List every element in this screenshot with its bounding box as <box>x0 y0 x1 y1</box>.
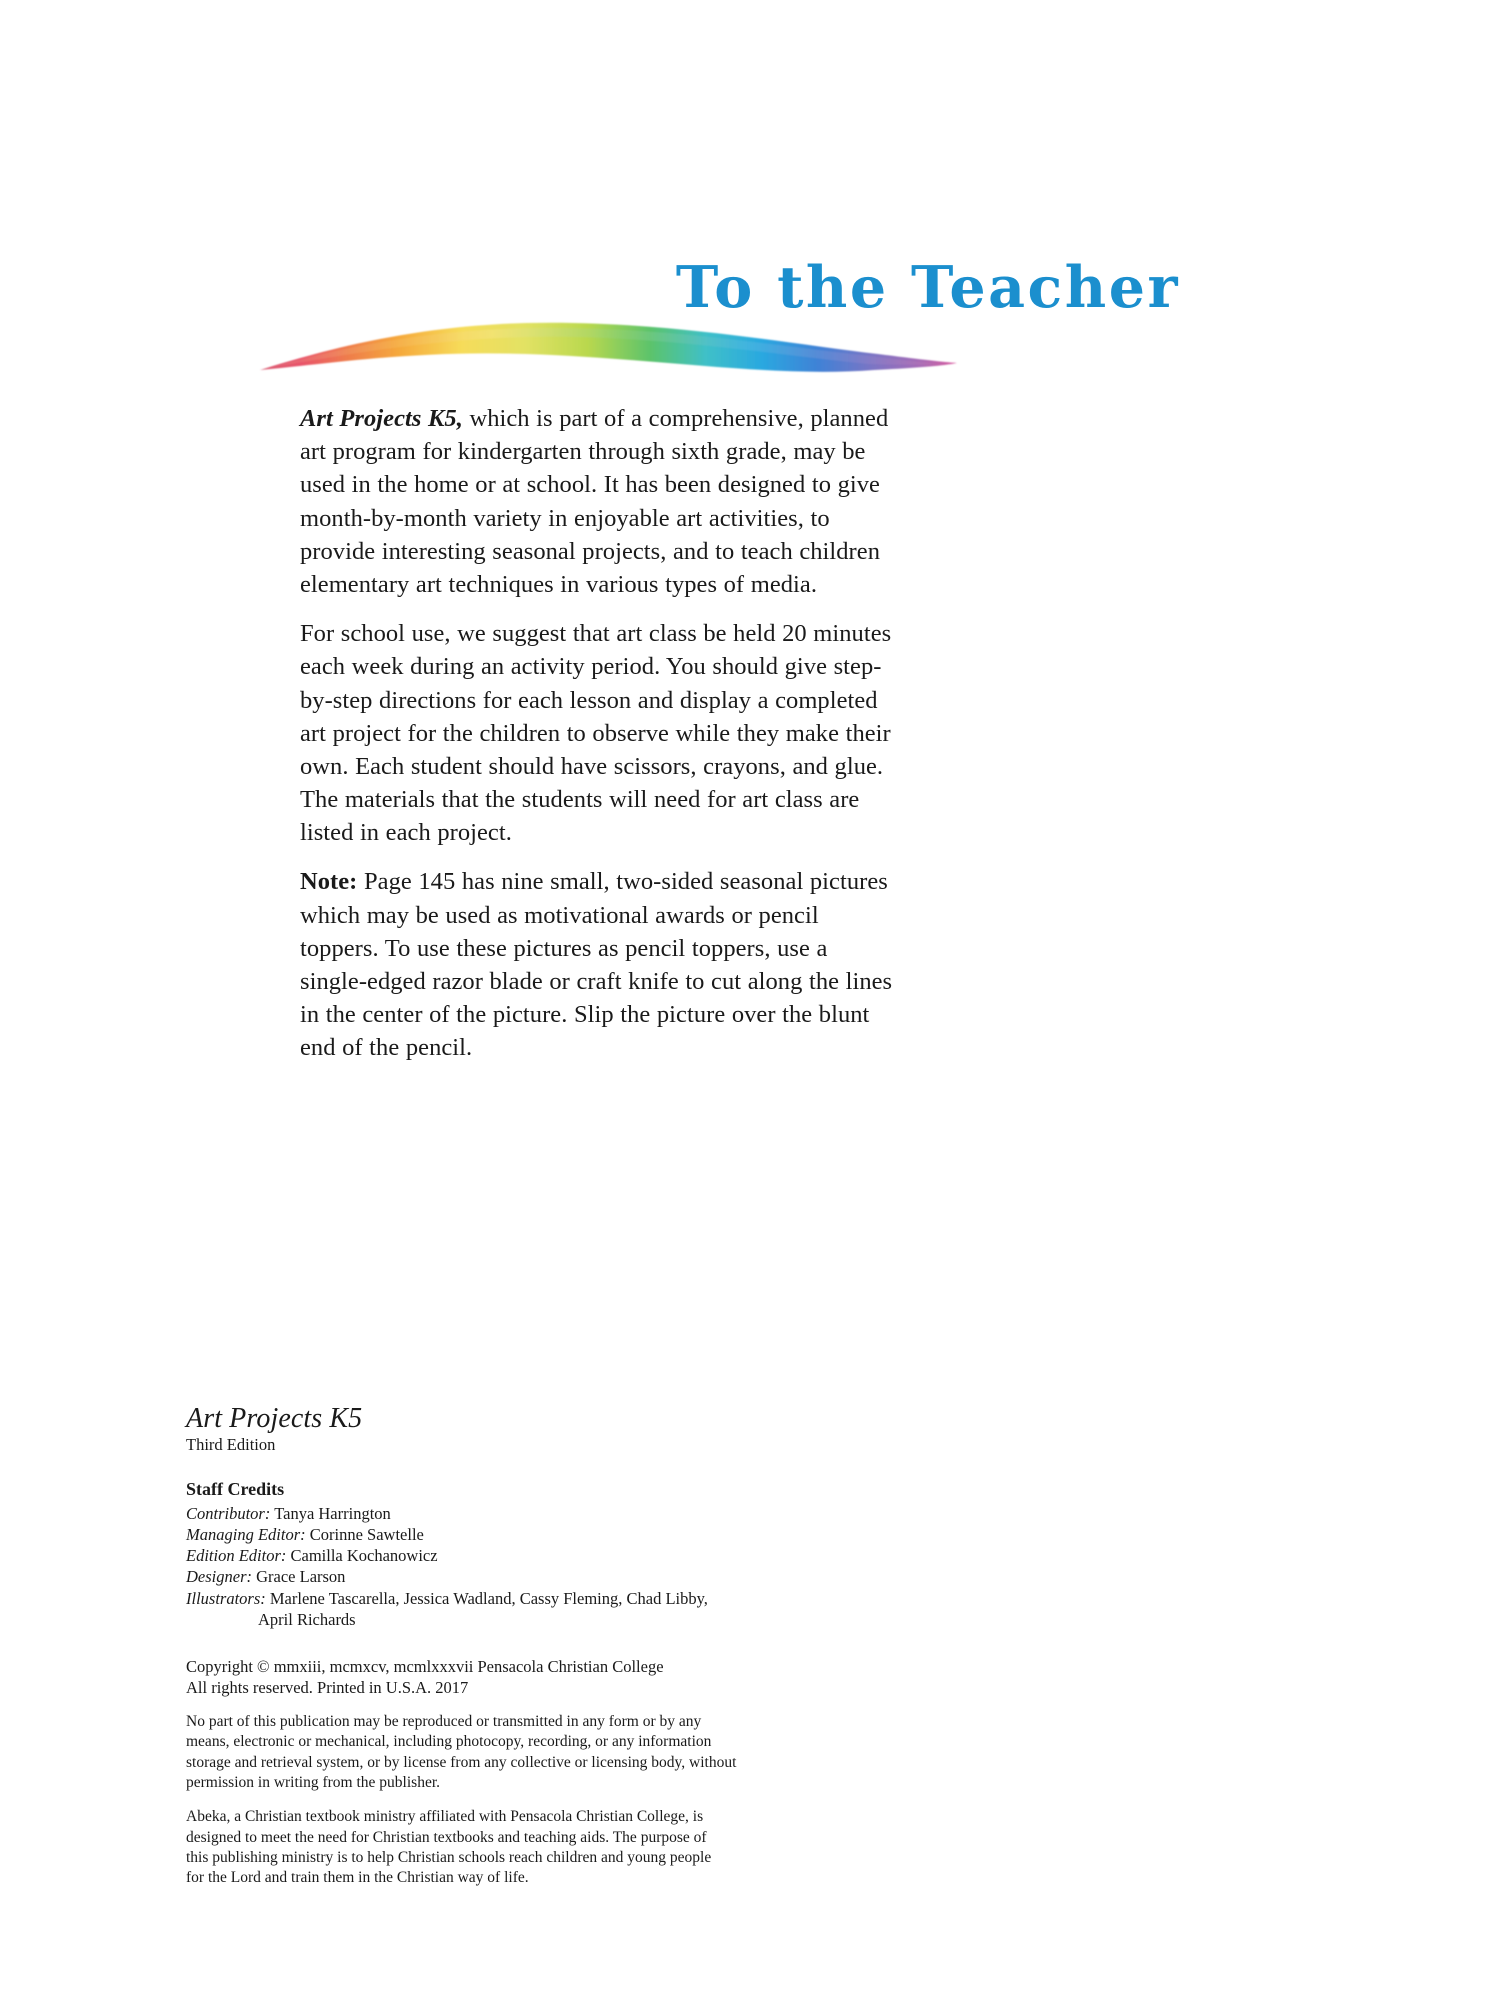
copyright-line: Copyright © mmxiii, mcmxcv, mcmlxxxvii Pensacola Christian College <box>186 1656 664 1676</box>
credit-names: Camilla Kochanowicz <box>290 1546 438 1566</box>
credit-role: Illustrators: <box>186 1588 266 1608</box>
credit-row <box>186 1503 826 1524</box>
credit-row <box>186 1588 826 1609</box>
rights-reserved-line: All rights reserved. Printed in U.S.A. 2017 <box>186 1678 469 1698</box>
credit-row <box>186 1524 826 1545</box>
paragraph-note <box>300 865 900 1064</box>
credit-role: Managing Editor: <box>186 1524 306 1544</box>
credit-row <box>186 1545 826 1566</box>
colophon-book-title: Art Projects K5 <box>186 1403 363 1434</box>
rainbow-swoosh-ornament <box>258 318 958 398</box>
paragraph-school-use-text: For school use, we suggest that art class be held 20 minutes each week during an activity period. You should give step-by-step directions for each lesson and display a completed art project for the children to observe while they make their own. Each student should have scissors, crayons, and glue. The materials that the students will need for art class are listed in each project. <box>300 620 892 847</box>
credit-names: Marlene Tascarella, Jessica Wadland, Cassy Fleming, Chad Libby, <box>269 1588 708 1608</box>
colophon <box>186 1404 826 1889</box>
body-copy <box>300 402 900 1065</box>
paragraph-intro <box>300 402 900 601</box>
credit-row <box>186 1566 826 1587</box>
reproduction-notice <box>186 1712 826 1793</box>
reproduction-notice-line: permission in writing from the publisher. <box>186 1774 441 1792</box>
paragraph-note-text: Page 145 has nine small, two-sided seasonal pictures which may be used as motivational awards or pencil toppers. To use these pictures as pencil toppers, use a single-edged razor blade or craft knife to cut along the lines in the center of the picture. Slip the picture over the blunt end of the pencil. <box>300 868 893 1062</box>
staff-credits-heading: Staff Credits <box>186 1479 285 1500</box>
paragraph-school-use <box>300 617 900 849</box>
copyright-block <box>186 1656 826 1889</box>
credit-names: Corinne Sawtelle <box>309 1524 424 1544</box>
page-header <box>0 254 1500 398</box>
credit-role: Designer: <box>186 1567 252 1587</box>
paragraph-note-lead: Note: <box>300 868 358 896</box>
ministry-notice-line: this publishing ministry is to help Christian schools reach children and young people <box>186 1848 712 1866</box>
colophon-edition: Third Edition <box>186 1435 276 1455</box>
ministry-notice-line: designed to meet the need for Christian textbooks and teaching aids. The purpose of <box>186 1828 707 1846</box>
page-title: To the Teacher <box>675 254 1180 321</box>
reproduction-notice-line: means, electronic or mechanical, including photocopy, recording, or any information <box>186 1733 712 1751</box>
credit-role: Edition Editor: <box>186 1546 287 1566</box>
credit-names: Grace Larson <box>256 1567 346 1587</box>
paragraph-intro-text: which is part of a comprehensive, planned art program for kindergarten through sixth grade, may be used in the home or at school. It has been designed to give month-by-month variety in enjoyable art activities, to provide interesting seasonal projects, and to teach children elementary art techniques in various types of media. <box>300 405 889 598</box>
ministry-notice-line: Abeka, a Christian textbook ministry affiliated with Pensacola Christian College, is <box>186 1808 704 1826</box>
paragraph-intro-lead: Art Projects K5, <box>300 405 463 432</box>
ministry-notice-line: for the Lord and train them in the Christian way of life. <box>186 1869 529 1887</box>
reproduction-notice-line: storage and retrieval system, or by license from any collective or licensing body, without <box>186 1753 737 1771</box>
credit-names: Tanya Harrington <box>274 1503 391 1523</box>
credit-names-continued: April Richards <box>258 1609 356 1629</box>
reproduction-notice-line: No part of this publication may be reproduced or transmitted in any form or by any <box>186 1713 702 1731</box>
credit-role: Contributor: <box>186 1503 271 1523</box>
ministry-notice <box>186 1807 826 1888</box>
